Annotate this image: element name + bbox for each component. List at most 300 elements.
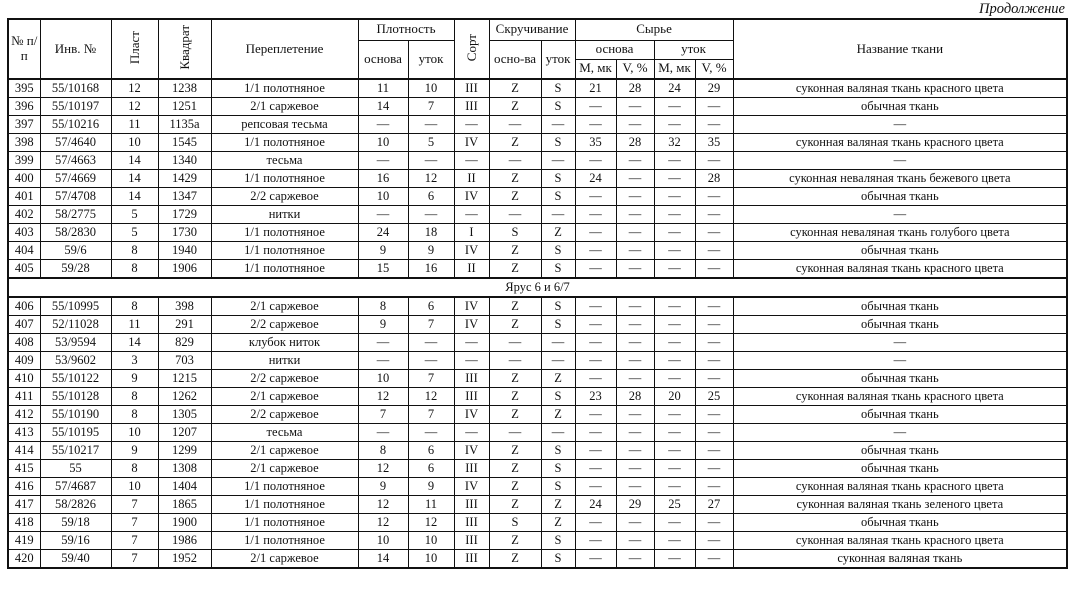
table-cell: S — [541, 388, 575, 406]
table-cell: 1729 — [158, 206, 211, 224]
table-cell: обычная ткань — [733, 514, 1067, 532]
table-cell: — — [733, 352, 1067, 370]
table-cell: — — [695, 260, 733, 279]
table-cell: III — [454, 370, 489, 388]
table-cell: нитки — [211, 352, 358, 370]
table-cell: 57/4663 — [40, 152, 111, 170]
table-cell: — — [575, 334, 616, 352]
table-cell: 1251 — [158, 98, 211, 116]
table-cell: — — [616, 116, 654, 134]
table-cell: — — [541, 424, 575, 442]
table-cell: 58/2830 — [40, 224, 111, 242]
table-row — [8, 242, 1067, 260]
table-cell: обычная ткань — [733, 98, 1067, 116]
section-title: Ярус 6 и 6/7 — [8, 278, 1067, 297]
table-cell: — — [408, 334, 454, 352]
table-cell: 1/1 полотняное — [211, 478, 358, 496]
table-cell: — — [733, 424, 1067, 442]
table-cell: 2/1 саржевое — [211, 98, 358, 116]
table-cell: — — [654, 334, 695, 352]
table-cell: — — [358, 116, 408, 134]
table-cell: S — [541, 79, 575, 98]
table-cell: — — [616, 98, 654, 116]
table-cell: 12 — [358, 460, 408, 478]
table-cell: — — [695, 206, 733, 224]
table-cell: Z — [489, 134, 541, 152]
table-cell: 9 — [358, 242, 408, 260]
table-cell: суконная валяная ткань красного цвета — [733, 79, 1067, 98]
table-row — [8, 514, 1067, 532]
table-cell: 11 — [111, 116, 158, 134]
table-row — [8, 550, 1067, 569]
table-cell: III — [454, 98, 489, 116]
table-cell: 1/1 полотняное — [211, 532, 358, 550]
table-cell: — — [575, 460, 616, 478]
table-cell: — — [654, 406, 695, 424]
table-cell: 53/9602 — [40, 352, 111, 370]
table-cell: — — [654, 316, 695, 334]
table-cell: обычная ткань — [733, 370, 1067, 388]
table-cell: 55/10195 — [40, 424, 111, 442]
table-cell: S — [541, 170, 575, 188]
table-cell: суконная валяная ткань красного цвета — [733, 532, 1067, 550]
col-header-layer: Пласт — [111, 19, 158, 79]
table-cell: 59/40 — [40, 550, 111, 569]
table-cell: 7 — [358, 406, 408, 424]
table-cell: 1952 — [158, 550, 211, 569]
table-cell: 10 — [111, 424, 158, 442]
table-cell: 2/1 саржевое — [211, 388, 358, 406]
table-cell: 1/1 полотняное — [211, 79, 358, 98]
table-row — [8, 460, 1067, 478]
table-cell: — — [616, 188, 654, 206]
table-cell: — — [575, 316, 616, 334]
table-cell: Z — [489, 496, 541, 514]
table-cell: 14 — [358, 550, 408, 569]
table-row — [8, 424, 1067, 442]
table-cell: — — [654, 98, 695, 116]
table-cell: 58/2775 — [40, 206, 111, 224]
table-cell: S — [541, 260, 575, 279]
table-cell: обычная ткань — [733, 442, 1067, 460]
table-cell: 14 — [358, 98, 408, 116]
table-cell: 10 — [408, 532, 454, 550]
table-cell: 28 — [616, 79, 654, 98]
table-cell: 2/2 саржевое — [211, 316, 358, 334]
table-cell: 29 — [616, 496, 654, 514]
table-cell: 59/6 — [40, 242, 111, 260]
table-cell: 413 — [8, 424, 40, 442]
col-header-fabric-name: Название ткани — [733, 19, 1067, 79]
table-cell: Z — [489, 550, 541, 569]
table-cell: — — [575, 370, 616, 388]
table-cell: — — [616, 442, 654, 460]
table-cell: — — [695, 98, 733, 116]
table-body — [8, 79, 1067, 568]
table-cell: 1/1 полотняное — [211, 514, 358, 532]
subheader-density-warp: основа — [358, 40, 408, 79]
table-cell: 1135а — [158, 116, 211, 134]
table-cell: 1/1 полотняное — [211, 134, 358, 152]
table-cell: 7 — [408, 316, 454, 334]
table-cell: — — [489, 334, 541, 352]
table-cell: 1865 — [158, 496, 211, 514]
table-cell: 6 — [408, 460, 454, 478]
table-cell: 412 — [8, 406, 40, 424]
table-cell: Z — [541, 370, 575, 388]
subheader-raw-warp-m: М, мк — [575, 59, 616, 79]
section-title-row — [8, 278, 1067, 297]
table-cell: — — [654, 442, 695, 460]
table-cell: — — [654, 370, 695, 388]
table-cell: репсовая тесьма — [211, 116, 358, 134]
table-cell: S — [541, 442, 575, 460]
table-cell: — — [541, 352, 575, 370]
table-cell: 11 — [111, 316, 158, 334]
table-cell: — — [616, 424, 654, 442]
table-cell: 2/2 саржевое — [211, 370, 358, 388]
table-cell: — — [616, 532, 654, 550]
table-cell: 405 — [8, 260, 40, 279]
table-cell: 7 — [111, 514, 158, 532]
table-cell: — — [733, 116, 1067, 134]
table-cell: Z — [489, 370, 541, 388]
table-cell: 1299 — [158, 442, 211, 460]
table-cell: 59/16 — [40, 532, 111, 550]
table-cell: 419 — [8, 532, 40, 550]
table-cell: суконная неваляная ткань бежевого цвета — [733, 170, 1067, 188]
col-header-twist: Скручивание — [489, 19, 575, 40]
table-cell: 9 — [111, 370, 158, 388]
col-header-grade: Сорт — [454, 19, 489, 79]
table-cell: 2/1 саржевое — [211, 460, 358, 478]
table-cell: суконная валяная ткань красного цвета — [733, 134, 1067, 152]
table-cell: 404 — [8, 242, 40, 260]
table-cell: — — [695, 352, 733, 370]
table-cell: — — [695, 297, 733, 316]
table-cell: — — [695, 406, 733, 424]
table-cell: III — [454, 460, 489, 478]
table-cell: — — [654, 224, 695, 242]
table-cell: 55/10216 — [40, 116, 111, 134]
table-cell: 8 — [111, 260, 158, 279]
table-cell: — — [654, 352, 695, 370]
table-cell: 9 — [408, 242, 454, 260]
table-cell: S — [541, 550, 575, 569]
table-cell: 53/9594 — [40, 334, 111, 352]
table-cell: 2/1 саржевое — [211, 442, 358, 460]
table-cell: S — [541, 98, 575, 116]
table-cell: 2/1 саржевое — [211, 297, 358, 316]
table-cell: — — [695, 442, 733, 460]
table-cell: 1/1 полотняное — [211, 260, 358, 279]
table-cell: суконная валяная ткань красного цвета — [733, 260, 1067, 279]
table-cell: III — [454, 496, 489, 514]
table-cell: S — [489, 224, 541, 242]
table-cell: 10 — [358, 188, 408, 206]
table-cell: 7 — [408, 406, 454, 424]
table-cell: — — [358, 334, 408, 352]
table-cell: 8 — [358, 442, 408, 460]
table-cell: — — [695, 224, 733, 242]
table-cell: 7 — [111, 532, 158, 550]
subheader-raw-warp: основа — [575, 40, 654, 59]
table-cell: — — [541, 152, 575, 170]
table-cell: Z — [489, 532, 541, 550]
table-cell: — — [733, 206, 1067, 224]
table-row — [8, 224, 1067, 242]
table-cell: — — [654, 242, 695, 260]
table-cell: 11 — [358, 79, 408, 98]
table-cell: — — [575, 98, 616, 116]
table-cell: IV — [454, 188, 489, 206]
table-cell: 14 — [111, 334, 158, 352]
table-cell: — — [358, 152, 408, 170]
table-cell: 400 — [8, 170, 40, 188]
table-cell: 417 — [8, 496, 40, 514]
table-cell: 398 — [8, 134, 40, 152]
table-cell: — — [575, 406, 616, 424]
table-cell: 12 — [358, 496, 408, 514]
table-cell: S — [541, 478, 575, 496]
table-cell: — — [575, 352, 616, 370]
table-cell: — — [616, 297, 654, 316]
col-header-no: № п/п — [8, 19, 40, 79]
table-cell: Z — [489, 442, 541, 460]
table-cell: S — [489, 514, 541, 532]
table-cell: Z — [489, 406, 541, 424]
table-cell: — — [489, 206, 541, 224]
table-cell: — — [733, 334, 1067, 352]
table-cell: 20 — [654, 388, 695, 406]
table-cell: — — [575, 532, 616, 550]
table-cell: 703 — [158, 352, 211, 370]
subheader-raw-weft-v: V, % — [695, 59, 733, 79]
table-cell: S — [541, 532, 575, 550]
table-cell: — — [358, 424, 408, 442]
table-cell: — — [616, 242, 654, 260]
table-cell: 6 — [408, 188, 454, 206]
table-cell: — — [575, 242, 616, 260]
table-cell: — — [575, 188, 616, 206]
continuation-label: Продолжение — [979, 1, 1065, 17]
subheader-raw-weft-m: М, мк — [654, 59, 695, 79]
table-cell: — — [695, 370, 733, 388]
table-cell: 396 — [8, 98, 40, 116]
table-row — [8, 496, 1067, 514]
table-cell: — — [575, 550, 616, 569]
table-cell: 24 — [358, 224, 408, 242]
table-cell: — — [454, 206, 489, 224]
table-cell: Z — [541, 496, 575, 514]
table-cell: 411 — [8, 388, 40, 406]
table-cell: 25 — [654, 496, 695, 514]
table-cell: S — [541, 460, 575, 478]
col-header-weave: Переплетение — [211, 19, 358, 79]
table-cell: 28 — [616, 134, 654, 152]
table-cell: 6 — [408, 297, 454, 316]
table-header — [8, 19, 1067, 79]
table-cell: 1940 — [158, 242, 211, 260]
table-cell: — — [575, 224, 616, 242]
table-cell: — — [489, 116, 541, 134]
table-cell: IV — [454, 478, 489, 496]
table-cell: 9 — [111, 442, 158, 460]
table-cell: 58/2826 — [40, 496, 111, 514]
table-cell: — — [654, 478, 695, 496]
table-cell: Z — [489, 478, 541, 496]
table-cell: обычная ткань — [733, 460, 1067, 478]
table-cell: 57/4640 — [40, 134, 111, 152]
table-cell: 55/10122 — [40, 370, 111, 388]
table-cell: S — [541, 316, 575, 334]
table-cell: 14 — [111, 170, 158, 188]
table-cell: 1308 — [158, 460, 211, 478]
table-cell: 1262 — [158, 388, 211, 406]
table-cell: 1/1 полотняное — [211, 170, 358, 188]
table-cell: 1730 — [158, 224, 211, 242]
table-row — [8, 406, 1067, 424]
subheader-raw-weft: уток — [654, 40, 733, 59]
table-cell: 10 — [358, 134, 408, 152]
table-row — [8, 79, 1067, 98]
table-cell: III — [454, 532, 489, 550]
table-cell: — — [575, 152, 616, 170]
table-row — [8, 352, 1067, 370]
table-cell: обычная ткань — [733, 316, 1067, 334]
table-cell: тесьма — [211, 424, 358, 442]
table-cell: — — [654, 460, 695, 478]
table-cell: 9 — [358, 316, 408, 334]
table-cell: — — [695, 188, 733, 206]
table-cell: — — [695, 424, 733, 442]
table-cell: 12 — [358, 514, 408, 532]
table-cell: — — [454, 424, 489, 442]
table-cell: 35 — [575, 134, 616, 152]
table-cell: 8 — [111, 406, 158, 424]
table-cell: — — [575, 260, 616, 279]
table-cell: — — [575, 442, 616, 460]
table-cell: — — [616, 406, 654, 424]
table-cell: — — [408, 152, 454, 170]
table-cell: IV — [454, 442, 489, 460]
table-cell: IV — [454, 297, 489, 316]
table-row — [8, 316, 1067, 334]
table-cell: 8 — [111, 388, 158, 406]
table-cell: — — [616, 370, 654, 388]
table-cell: 1545 — [158, 134, 211, 152]
table-cell: 10 — [111, 478, 158, 496]
table-cell: — — [358, 206, 408, 224]
table-cell: IV — [454, 406, 489, 424]
table-cell: Z — [489, 79, 541, 98]
subheader-density-weft: уток — [408, 40, 454, 79]
table-cell: 2/2 саржевое — [211, 188, 358, 206]
table-cell: 1429 — [158, 170, 211, 188]
table-cell: — — [575, 206, 616, 224]
table-cell: 2/2 саржевое — [211, 406, 358, 424]
table-cell: — — [695, 514, 733, 532]
table-cell: 12 — [111, 98, 158, 116]
table-cell: — — [489, 352, 541, 370]
table-cell: 1986 — [158, 532, 211, 550]
table-cell: суконная валяная ткань красного цвета — [733, 478, 1067, 496]
table-cell: — — [489, 424, 541, 442]
subheader-raw-warp-v: V, % — [616, 59, 654, 79]
table-cell: обычная ткань — [733, 242, 1067, 260]
table-cell: 55 — [40, 460, 111, 478]
table-cell: 829 — [158, 334, 211, 352]
table-cell: 55/10217 — [40, 442, 111, 460]
table-cell: Z — [489, 188, 541, 206]
table-cell: — — [575, 297, 616, 316]
table-cell: 416 — [8, 478, 40, 496]
textile-inventory-table — [7, 18, 1068, 569]
table-cell: 52/11028 — [40, 316, 111, 334]
table-cell: 55/10128 — [40, 388, 111, 406]
table-cell: 7 — [408, 98, 454, 116]
table-cell: 16 — [408, 260, 454, 279]
table-cell: 1404 — [158, 478, 211, 496]
table-cell: I — [454, 224, 489, 242]
table-cell: — — [616, 460, 654, 478]
table-cell: — — [616, 224, 654, 242]
table-cell: Z — [489, 460, 541, 478]
table-cell: 291 — [158, 316, 211, 334]
table-cell: 7 — [111, 550, 158, 569]
table-cell: — — [454, 352, 489, 370]
subheader-twist-weft: уток — [541, 40, 575, 79]
table-cell: — — [616, 514, 654, 532]
col-header-density: Плотность — [358, 19, 454, 40]
table-cell: 5 — [408, 134, 454, 152]
table-cell: — — [695, 242, 733, 260]
table-cell: — — [575, 116, 616, 134]
table-cell: — — [654, 206, 695, 224]
table-cell: II — [454, 260, 489, 279]
table-cell: 28 — [695, 170, 733, 188]
table-cell: 10 — [358, 532, 408, 550]
table-cell: 27 — [695, 496, 733, 514]
table-cell: 397 — [8, 116, 40, 134]
table-cell: III — [454, 514, 489, 532]
table-cell: 7 — [408, 370, 454, 388]
table-row — [8, 370, 1067, 388]
table-cell: 14 — [111, 188, 158, 206]
table-cell: Z — [489, 260, 541, 279]
table-cell: тесьма — [211, 152, 358, 170]
table-cell: S — [541, 188, 575, 206]
table-cell: — — [616, 206, 654, 224]
table-cell: 399 — [8, 152, 40, 170]
table-cell: 1/1 полотняное — [211, 496, 358, 514]
table-cell: 16 — [358, 170, 408, 188]
table-cell: 395 — [8, 79, 40, 98]
table-row — [8, 260, 1067, 279]
table-cell: — — [616, 352, 654, 370]
table-cell: 3 — [111, 352, 158, 370]
table-row — [8, 170, 1067, 188]
table-cell: суконная неваляная ткань голубого цвета — [733, 224, 1067, 242]
table-cell: 24 — [654, 79, 695, 98]
table-cell: суконная валяная ткань — [733, 550, 1067, 569]
table-cell: — — [575, 478, 616, 496]
table-cell: 15 — [358, 260, 408, 279]
table-cell: 1900 — [158, 514, 211, 532]
table-cell: — — [695, 460, 733, 478]
table-cell: 5 — [111, 206, 158, 224]
table-cell: 402 — [8, 206, 40, 224]
